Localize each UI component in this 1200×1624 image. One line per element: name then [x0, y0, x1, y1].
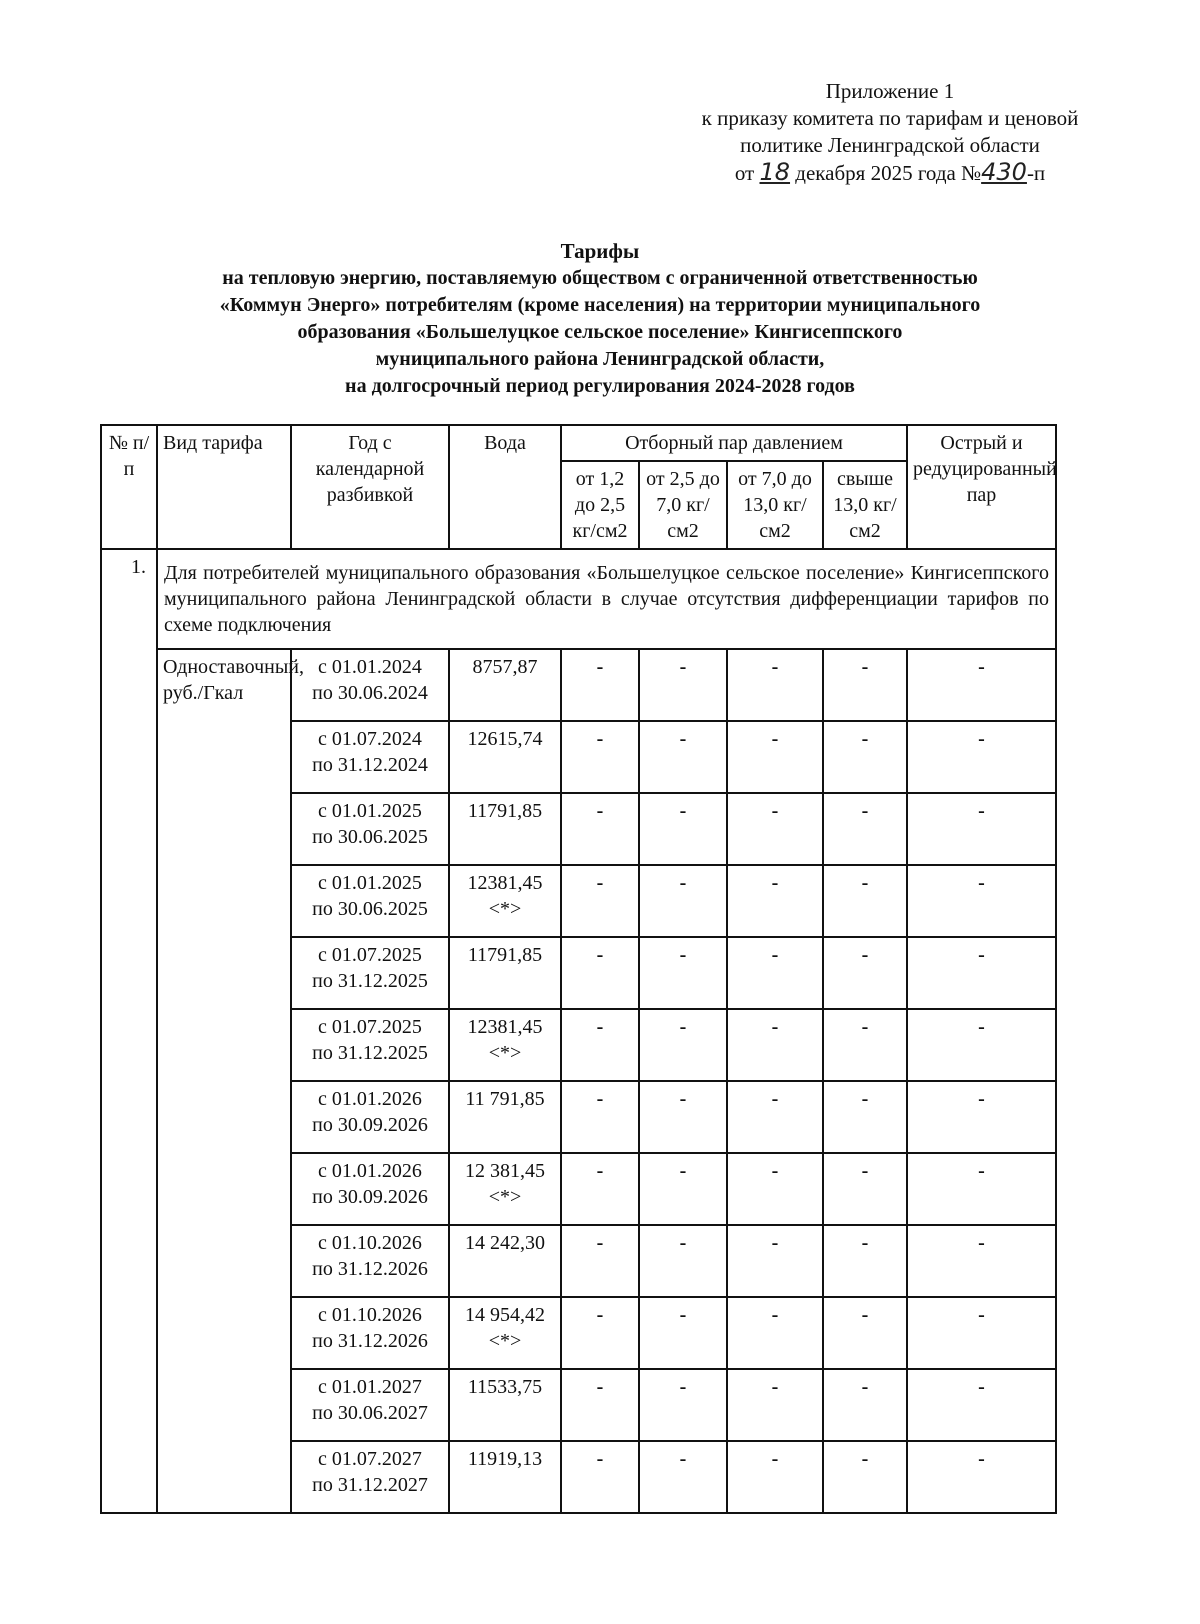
empty-value-cell: -	[823, 721, 907, 793]
empty-value-cell: -	[639, 1297, 727, 1369]
water-cell	[449, 793, 561, 865]
date-prefix: от	[734, 161, 755, 185]
water-value: 11791,85	[467, 800, 543, 822]
header-steam-group: Отборный пар давлением	[561, 425, 907, 461]
period-to: по 31.12.2027	[312, 1474, 428, 1496]
empty-value-cell: -	[823, 1297, 907, 1369]
empty-value-cell: -	[907, 1297, 1056, 1369]
empty-value-cell: -	[639, 865, 727, 937]
appendix-line-1: Приложение 1	[825, 79, 955, 103]
empty-value-cell: -	[561, 1369, 639, 1441]
period-cell	[291, 937, 449, 1009]
empty-value-cell: -	[727, 1441, 823, 1513]
empty-value-cell: -	[823, 937, 907, 1009]
water-value: 11791,85	[467, 944, 543, 966]
appendix-date-line	[660, 159, 1120, 187]
period-to: по 30.09.2026	[312, 1114, 428, 1136]
period-from: с 01.07.2024	[318, 728, 422, 750]
empty-value-cell: -	[907, 1441, 1056, 1513]
period-cell	[291, 1009, 449, 1081]
period-to: по 30.06.2025	[312, 826, 428, 848]
handwritten-order-number: 430	[981, 158, 1027, 186]
empty-value-cell: -	[823, 1369, 907, 1441]
period-cell	[291, 1225, 449, 1297]
period-from: с 01.01.2025	[318, 872, 422, 894]
water-cell	[449, 1225, 561, 1297]
water-value: 11919,13	[467, 1448, 543, 1470]
document-title	[100, 238, 1100, 400]
period-cell	[291, 1297, 449, 1369]
water-note: <*>	[488, 898, 522, 920]
header-water: Вода	[449, 425, 561, 549]
header-steam-4: свыше 13,0 кг/см2	[823, 461, 907, 549]
period-to: по 30.06.2025	[312, 898, 428, 920]
period-cell	[291, 1153, 449, 1225]
empty-value-cell: -	[639, 937, 727, 1009]
empty-value-cell: -	[561, 865, 639, 937]
empty-value-cell: -	[561, 793, 639, 865]
section-description: Для потребителей муниципального образования «Большелуцкое сельское поселение» Кингисеппского муниципального района Ленинградской области в случае отсутствия дифференциации тарифов по схеме подключения	[157, 549, 1056, 649]
water-value: 11533,75	[467, 1376, 543, 1398]
empty-value-cell: -	[561, 1297, 639, 1369]
water-value: 12615,74	[467, 728, 543, 750]
water-cell	[449, 1441, 561, 1513]
appendix-header	[660, 78, 1120, 187]
period-from: с 01.01.2026	[318, 1088, 422, 1110]
empty-value-cell: -	[823, 1225, 907, 1297]
water-value: 12 381,45	[465, 1160, 545, 1182]
empty-value-cell: -	[639, 793, 727, 865]
empty-value-cell: -	[907, 1153, 1056, 1225]
period-from: с 01.07.2025	[318, 944, 422, 966]
empty-value-cell: -	[907, 793, 1056, 865]
period-cell	[291, 721, 449, 793]
empty-value-cell: -	[561, 1441, 639, 1513]
empty-value-cell: -	[727, 1081, 823, 1153]
header-sharp-steam: Острый и редуцированный пар	[907, 425, 1056, 549]
empty-value-cell: -	[823, 649, 907, 721]
header-row-1	[101, 425, 1056, 461]
period-from: с 01.07.2025	[318, 1016, 422, 1038]
period-cell	[291, 1441, 449, 1513]
empty-value-cell: -	[639, 1153, 727, 1225]
empty-value-cell: -	[907, 937, 1056, 1009]
period-from: с 01.07.2027	[318, 1448, 422, 1470]
water-cell	[449, 721, 561, 793]
title-line-3: образования «Большелуцкое сельское поселение» Кингисеппского	[297, 321, 903, 343]
empty-value-cell: -	[727, 721, 823, 793]
header-steam-1: от 1,2 до 2,5 кг/см2	[561, 461, 639, 549]
header-kind: Вид тарифа	[157, 425, 291, 549]
period-cell	[291, 1369, 449, 1441]
water-cell	[449, 937, 561, 1009]
empty-value-cell: -	[727, 865, 823, 937]
period-to: по 31.12.2026	[312, 1330, 428, 1352]
empty-value-cell: -	[639, 1369, 727, 1441]
empty-value-cell: -	[727, 1225, 823, 1297]
period-from: с 01.10.2026	[318, 1232, 422, 1254]
empty-value-cell: -	[561, 649, 639, 721]
empty-value-cell: -	[639, 1009, 727, 1081]
appendix-line-3: политике Ленинградской области	[740, 133, 1040, 157]
empty-value-cell: -	[727, 649, 823, 721]
section-number: 1.	[101, 549, 157, 1513]
empty-value-cell: -	[907, 1225, 1056, 1297]
water-value: 12381,45	[467, 872, 543, 894]
empty-value-cell: -	[907, 721, 1056, 793]
empty-value-cell: -	[727, 1297, 823, 1369]
water-cell	[449, 1153, 561, 1225]
header-steam-2: от 2,5 до 7,0 кг/см2	[639, 461, 727, 549]
period-from: с 01.10.2026	[318, 1304, 422, 1326]
empty-value-cell: -	[727, 1369, 823, 1441]
empty-value-cell: -	[907, 649, 1056, 721]
period-to: по 30.06.2027	[312, 1402, 428, 1424]
period-cell	[291, 793, 449, 865]
empty-value-cell: -	[561, 937, 639, 1009]
title-line-5: на долгосрочный период регулирования 2024-2028 годов	[345, 375, 855, 397]
water-cell	[449, 1369, 561, 1441]
water-value: 8757,87	[472, 656, 538, 678]
water-cell	[449, 1009, 561, 1081]
empty-value-cell: -	[561, 721, 639, 793]
period-from: с 01.01.2027	[318, 1376, 422, 1398]
month-year: декабря 2025 года №	[795, 161, 982, 185]
empty-value-cell: -	[561, 1153, 639, 1225]
period-to: по 30.06.2024	[312, 682, 428, 704]
water-cell	[449, 1297, 561, 1369]
period-from: с 01.01.2026	[318, 1160, 422, 1182]
empty-value-cell: -	[823, 1009, 907, 1081]
empty-value-cell: -	[823, 793, 907, 865]
water-cell	[449, 865, 561, 937]
water-value: 14 954,42	[465, 1304, 545, 1326]
period-from: с 01.01.2024	[318, 656, 422, 678]
period-to: по 31.12.2024	[312, 754, 428, 776]
order-suffix: -п	[1026, 161, 1046, 185]
header-period: Год с календарной разбивкой	[291, 425, 449, 549]
water-value: 11 791,85	[465, 1088, 545, 1110]
empty-value-cell: -	[727, 1009, 823, 1081]
period-to: по 30.09.2026	[312, 1186, 428, 1208]
period-to: по 31.12.2025	[312, 1042, 428, 1064]
empty-value-cell: -	[639, 649, 727, 721]
empty-value-cell: -	[823, 1441, 907, 1513]
tariff-kind: Одноставочный, руб./Гкал	[157, 649, 291, 1513]
tariffs-table	[100, 424, 1057, 1514]
period-cell	[291, 865, 449, 937]
water-note: <*>	[488, 1042, 522, 1064]
empty-value-cell: -	[639, 721, 727, 793]
empty-value-cell: -	[639, 1441, 727, 1513]
empty-value-cell: -	[727, 937, 823, 1009]
water-note: <*>	[488, 1330, 522, 1352]
water-cell	[449, 1081, 561, 1153]
empty-value-cell: -	[907, 1081, 1056, 1153]
header-num: № п/п	[101, 425, 157, 549]
water-value: 14 242,30	[465, 1232, 545, 1254]
header-steam-3: от 7,0 до 13,0 кг/см2	[727, 461, 823, 549]
empty-value-cell: -	[639, 1081, 727, 1153]
empty-value-cell: -	[907, 1009, 1056, 1081]
water-note: <*>	[488, 1186, 522, 1208]
empty-value-cell: -	[561, 1081, 639, 1153]
title-line-4: муниципального района Ленинградской области,	[375, 348, 825, 370]
empty-value-cell: -	[823, 865, 907, 937]
water-cell	[449, 649, 561, 721]
empty-value-cell: -	[639, 1225, 727, 1297]
empty-value-cell: -	[823, 1081, 907, 1153]
period-from: с 01.01.2025	[318, 800, 422, 822]
water-value: 12381,45	[467, 1016, 543, 1038]
period-to: по 31.12.2025	[312, 970, 428, 992]
title-main: Тарифы	[560, 239, 640, 263]
period-cell	[291, 1081, 449, 1153]
period-to: по 31.12.2026	[312, 1258, 428, 1280]
empty-value-cell: -	[907, 1369, 1056, 1441]
empty-value-cell: -	[561, 1009, 639, 1081]
title-line-1: на тепловую энергию, поставляемую обществом с ограниченной ответственностью	[222, 267, 978, 289]
empty-value-cell: -	[907, 865, 1056, 937]
table-row	[101, 649, 1056, 721]
section-row	[101, 549, 1056, 649]
empty-value-cell: -	[561, 1225, 639, 1297]
empty-value-cell: -	[727, 793, 823, 865]
period-cell	[291, 649, 449, 721]
handwritten-day: 18	[759, 158, 791, 186]
empty-value-cell: -	[823, 1153, 907, 1225]
empty-value-cell: -	[727, 1153, 823, 1225]
appendix-line-2: к приказу комитета по тарифам и ценовой	[701, 106, 1079, 130]
title-line-2: «Коммун Энерго» потребителям (кроме населения) на территории муниципального	[219, 294, 981, 316]
